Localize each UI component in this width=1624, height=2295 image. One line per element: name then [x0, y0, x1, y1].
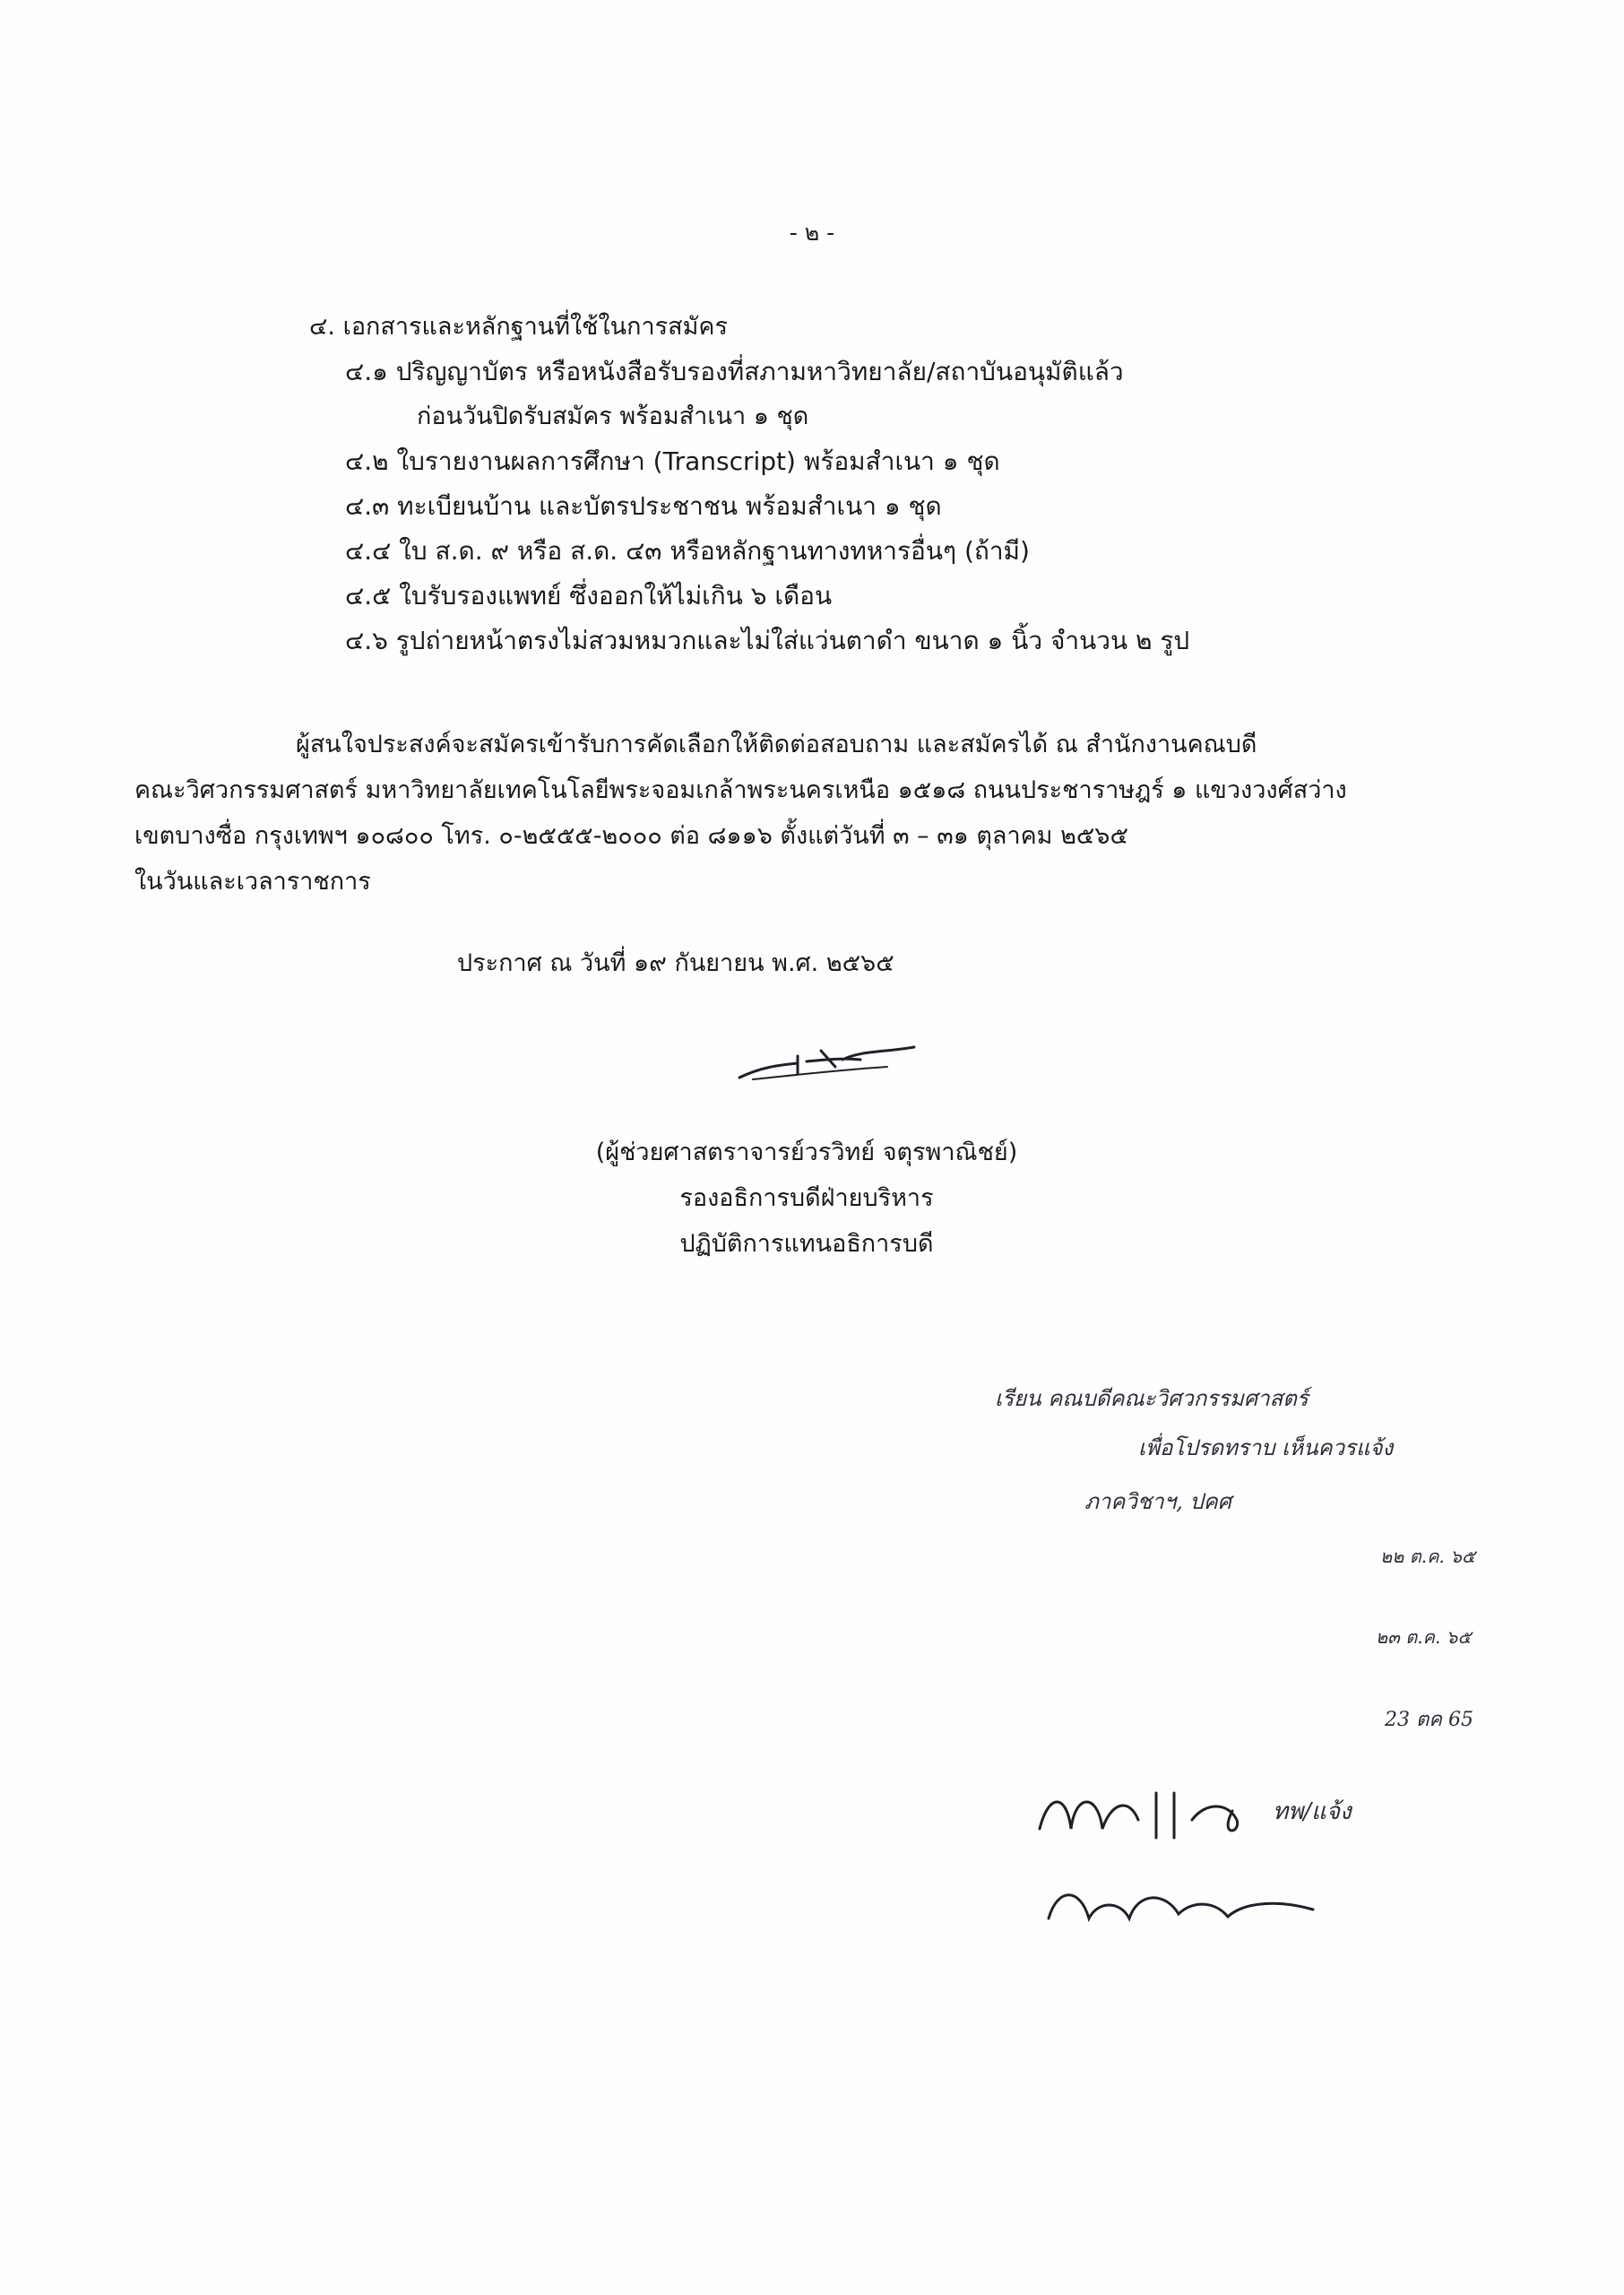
signatory-position: รองอธิการบดีฝ่ายบริหาร [679, 1184, 934, 1212]
list-item-4-4: ๔.๔ ใบ ส.ด. ๙ หรือ ส.ด. ๔๓ หรือหลักฐานทางทหารอื่นๆ (ถ้ามี) [345, 536, 1030, 566]
handwritten-initials-image [1013, 1766, 1416, 1963]
list-item-4-2: ๔.๒ ใบรายงานผลการศึกษา (Transcript) พร้อมสำเนา ๑ ชุด [345, 446, 1000, 476]
contact-line-4: ในวันและเวลาราชการ [134, 868, 371, 896]
contact-line-1: ผู้สนใจประสงค์จะสมัครเข้ารับการคัดเลือกให้ติดต่อสอบถาม และสมัครได้ ณ สำนักงานคณบดี [296, 731, 1257, 758]
handwritten-mark-2: ๒๓ ต.ค. ๖๕ [1376, 1626, 1472, 1648]
contact-line-3: เขตบางซื่อ กรุงเทพฯ ๑๐๘๐๐ โทร. ๐-๒๕๕๕-๒๐๐๐ ต่อ ๘๑๑๖ ตั้งแต่วันที่ ๓ – ๓๑ ตุลาคม ๒๕๖๕ [134, 822, 1128, 850]
signatory-block [538, 1130, 1075, 1267]
list-item-4-1: ๔.๑ ปริญญาบัตร หรือหนังสือรับรองที่สภามหาวิทยาลัย/สถาบันอนุมัติแล้ว [345, 357, 1124, 386]
announcement-date: ประกาศ ณ วันที่ ๑๙ กันยายน พ.ศ. ๒๕๖๕ [457, 949, 894, 977]
handwritten-mark-1: ๒๒ ต.ค. ๖๕ [1380, 1546, 1475, 1567]
handwritten-note-line-2: เพื่อโปรดทราบ เห็นควรแจ้ง [1138, 1435, 1394, 1460]
handwritten-note-line-1: เรียน คณบดีคณะวิศวกรรมศาสตร์ [995, 1386, 1309, 1411]
list-item-4-6: ๔.๖ รูปถ่ายหน้าตรงไม่สวมหมวกและไม่ใส่แว่นตาดำ ขนาด ๑ นิ้ว จำนวน ๒ รูป [345, 626, 1190, 655]
handwritten-note-bottom: ทพ/แจ้ง [1273, 1798, 1352, 1825]
section-heading: ๔. เอกสารและหลักฐานที่ใช้ในการสมัคร [309, 313, 728, 341]
signature-image [735, 1040, 932, 1094]
contact-line-2: คณะวิศวกรรมศาสตร์ มหาวิทยาลัยเทคโนโลยีพระจอมเกล้าพระนครเหนือ ๑๕๑๘ ถนนประชาราษฎร์ ๑ แขวงวงศ์สว่าง [134, 776, 1347, 804]
list-item-4-1-continued: ก่อนวันปิดรับสมัคร พร้อมสำเนา ๑ ชุด [417, 403, 809, 430]
page-number: - ๒ - [789, 220, 835, 246]
signatory-acting: ปฏิบัติการแทนอธิการบดี [679, 1230, 934, 1258]
list-item-4-3: ๔.๓ ทะเบียนบ้าน และบัตรประชาชน พร้อมสำเนา ๑ ชุด [345, 491, 942, 521]
handwritten-mark-3: 23 ตค 65 [1385, 1709, 1473, 1731]
handwritten-note-line-3: ภาควิชาฯ, ปคศ [1084, 1489, 1231, 1514]
signatory-name: (ผู้ช่วยศาสตราจารย์วรวิทย์ จตุรพาณิชย์) [595, 1139, 1018, 1166]
contact-paragraph [134, 722, 1479, 905]
list-item-4-5: ๔.๕ ใบรับรองแพทย์ ซึ่งออกให้ไม่เกิน ๖ เดือน [345, 581, 833, 611]
